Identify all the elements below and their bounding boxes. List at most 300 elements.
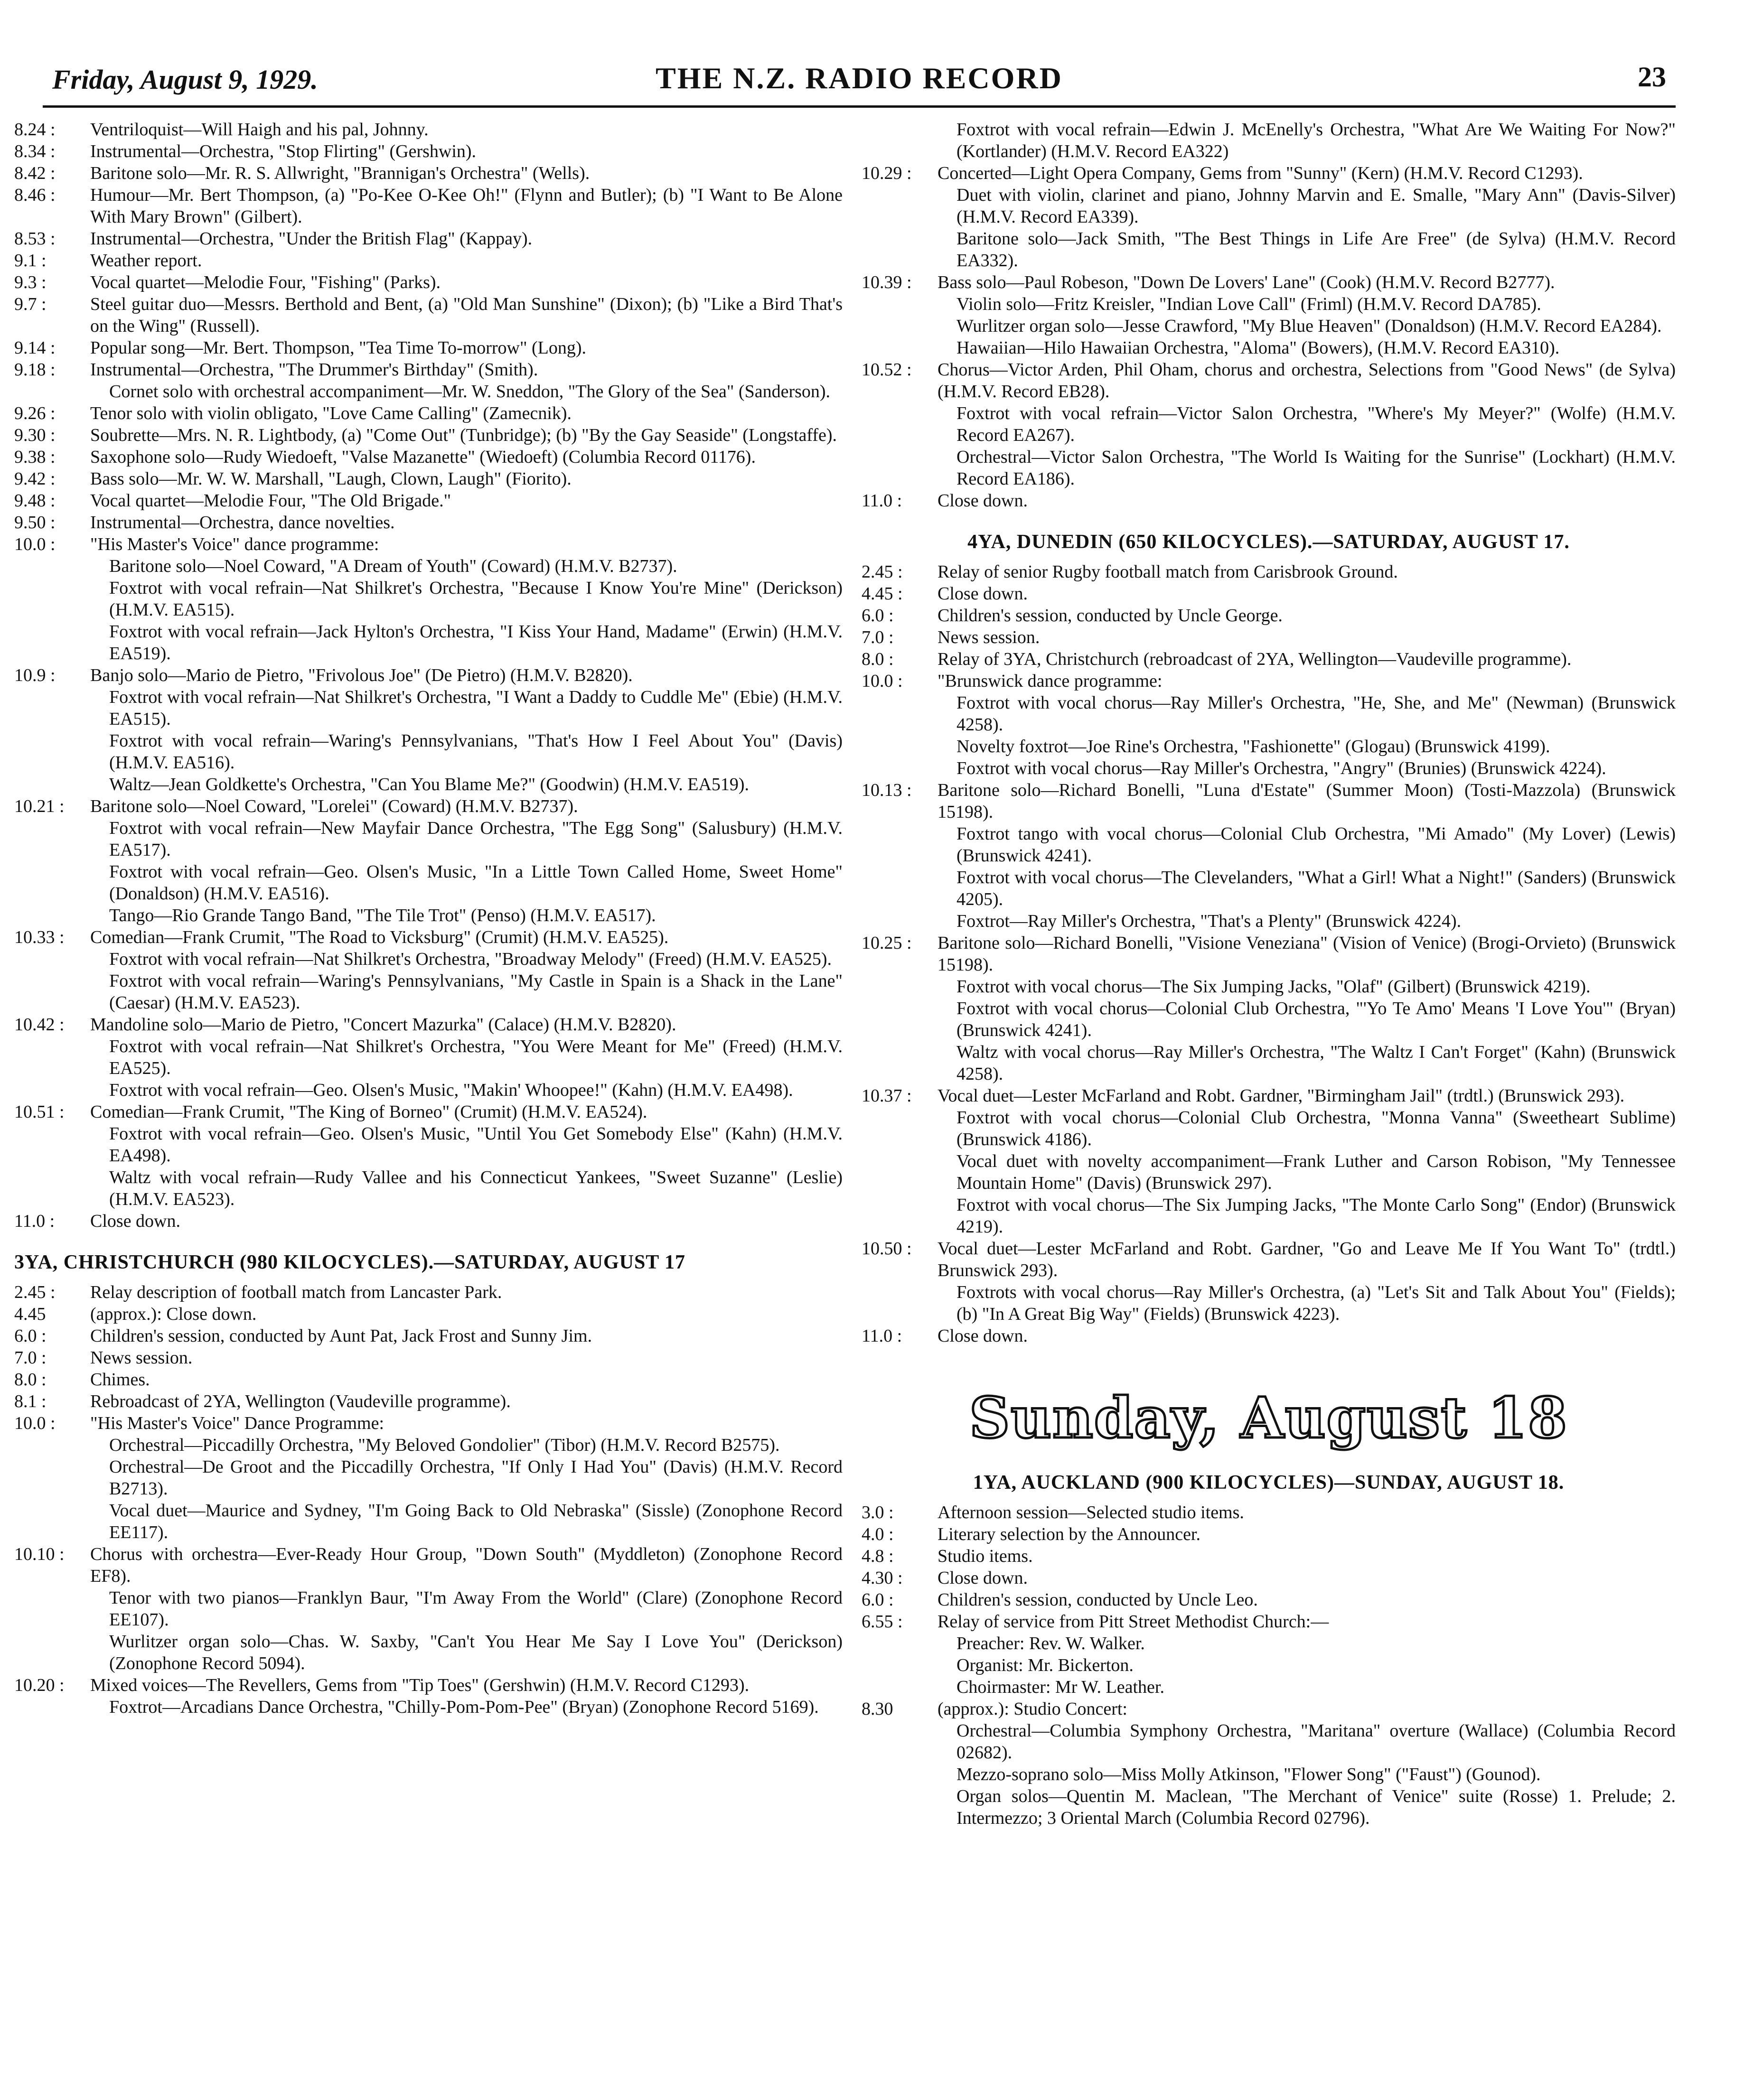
entry-description: Relay of 3YA, Christchurch (rebroadcast of 2YA, Wellington—Vaudeville programme).: [938, 649, 1572, 669]
programme-entry: [14, 119, 843, 140]
entry-description: Waltz with vocal refrain—Rudy Vallee and his Connecticut Yankees, "Sweet Suzanne" (Leslie) (H.M.V. EA523).: [109, 1167, 843, 1209]
entry-time: [14, 1456, 90, 1500]
entry-description: Novelty foxtrot—Joe Rine's Orchestra, "Fashionette" (Glogau) (Brunswick 4199).: [956, 737, 1550, 756]
programme-entry: [862, 1545, 1676, 1567]
programme-entry: [862, 1194, 1676, 1238]
entry-description: Mixed voices—The Revellers, Gems from "Tip Toes" (Gershwin) (H.M.V. Record C1293).: [90, 1675, 750, 1695]
entry-time: 10.51 :: [14, 1102, 65, 1122]
entry-time: 6.0 :: [862, 606, 894, 625]
programme-entry: [862, 932, 1676, 976]
entry-description: Foxtrot with vocal chorus—The Clevelanders, "What a Girl! What a Night!" (Sanders) (Brunswick 4205).: [956, 868, 1676, 909]
programme-entry: [862, 1611, 1676, 1633]
programme-entry: [14, 512, 843, 533]
entry-time: 4.30 :: [862, 1568, 903, 1588]
programme-entry: [862, 692, 1676, 736]
entry-time: [862, 823, 938, 867]
entry-description: Relay of senior Rugby football match from Carisbrook Ground.: [938, 562, 1398, 582]
entry-time: 10.33 :: [14, 927, 65, 947]
programme-entry: [14, 402, 843, 424]
programme-entry: [862, 1325, 1676, 1347]
entry-time: [862, 692, 938, 736]
auckland-programme: [862, 1502, 1676, 1829]
programme-entry: [862, 626, 1676, 648]
entry-time: [14, 1631, 90, 1674]
programme-entry: [862, 1764, 1676, 1785]
dunedin-heading: 4YA, DUNEDIN (650 KILOCYCLES).—SATURDAY, AUGUST 17.: [967, 531, 1570, 553]
programme-entry: [14, 381, 843, 402]
entry-time: [862, 1654, 938, 1676]
programme-entry: [862, 670, 1676, 692]
programme-entry: [14, 293, 843, 337]
programme-entry: [14, 905, 843, 926]
programme-entry: [862, 867, 1676, 910]
programme-entry: [862, 402, 1676, 446]
programme-entry: [14, 1369, 843, 1391]
programme-entry: [14, 1631, 843, 1674]
entry-description: Foxtrot with vocal chorus—The Six Jumping Jacks, "The Monte Carlo Song" (Endor) (Brunswick 4219).: [956, 1195, 1676, 1237]
entry-description: Preacher: Rev. W. Walker.: [956, 1633, 1145, 1653]
entry-description: Organist: Mr. Bickerton.: [956, 1655, 1134, 1675]
entry-time: 6.55 :: [862, 1612, 903, 1632]
entry-description: Relay description of football match from Lancaster Park.: [90, 1282, 502, 1302]
programme-entry: [862, 1633, 1676, 1654]
entry-description: Foxtrot with vocal refrain—Waring's Pennsylvanians, "My Castle in Spain is a Shack in the Lane" (Caesar) (H.M.V. EA523).: [109, 971, 843, 1013]
entry-description: Foxtrot with vocal refrain—New Mayfair Dance Orchestra, "The Egg Song" (Salusbury) (H.M.V. EA517).: [109, 818, 843, 860]
programme-entry: [14, 1079, 843, 1101]
entry-time: [14, 1500, 90, 1543]
entry-description: Close down.: [938, 584, 1028, 604]
programme-entry: [14, 1543, 843, 1587]
entry-time: 10.13 :: [862, 780, 912, 800]
entry-description: Foxtrot with vocal refrain—Nat Shilkret's Orchestra, "Because I Know You're Mine" (Derickson) (H.M.V. EA515).: [109, 578, 843, 620]
programme-entry: [14, 1303, 843, 1325]
entry-description: Vocal duet with novelty accompaniment—Frank Luther and Carson Robison, "My Tennessee Mountain Home" (Davis) (Brunswick 297).: [956, 1151, 1676, 1193]
christchurch-heading: 3YA, CHRISTCHURCH (980 KILOCYCLES).—SATURDAY, AUGUST 17: [14, 1251, 686, 1273]
entry-time: 9.1 :: [14, 251, 47, 271]
programme-entry: [862, 228, 1676, 271]
entry-description: Ventriloquist—Will Haigh and his pal, Johnny.: [90, 120, 429, 140]
programme-entry: [862, 1676, 1676, 1698]
programme-entry: [14, 250, 843, 271]
entry-time: 8.24 :: [14, 120, 56, 140]
entry-description: Vocal duet—Lester McFarland and Robt. Gardner, "Go and Leave Me If You Want To" (trdtl.) Brunswick 293).: [938, 1239, 1676, 1280]
entry-description: Foxtrot tango with vocal chorus—Colonial Club Orchestra, "Mi Amado" (My Lover) (Lewis) (Brunswick 4241).: [956, 824, 1676, 866]
entry-description: Chorus with orchestra—Ever-Ready Hour Group, "Down South" (Myddleton) (Zonophone Record EF8).: [90, 1544, 843, 1586]
entry-description: Instrumental—Orchestra, dance novelties.: [90, 513, 395, 532]
programme-entry: [862, 1150, 1676, 1194]
entry-description: Choirmaster: Mr W. Leather.: [956, 1677, 1164, 1697]
entry-time: [14, 555, 90, 577]
entry-time: 10.21 :: [14, 796, 65, 816]
programme-entry: [14, 1696, 843, 1718]
entry-time: [14, 1123, 90, 1167]
entry-time: 10.0 :: [862, 671, 903, 691]
programme-entry: [14, 621, 843, 664]
entry-time: 10.50 :: [862, 1239, 912, 1259]
entry-time: 2.45 :: [862, 562, 903, 582]
programme-entry: [862, 184, 1676, 228]
programme-entry: [862, 823, 1676, 867]
programme-entry: [14, 861, 843, 905]
entry-description: (approx.): Studio Concert:: [938, 1699, 1127, 1719]
entry-description: Cornet solo with orchestral accompaniment—Mr. W. Sneddon, "The Glory of the Sea" (Sanderson).: [109, 382, 831, 401]
entry-description: Foxtrot—Ray Miller's Orchestra, "That's a Plenty" (Brunswick 4224).: [956, 911, 1462, 931]
entry-description: Vocal duet—Maurice and Sydney, "I'm Going Back to Old Nebraska" (Sissle) (Zonophone Record EE117).: [109, 1501, 843, 1542]
programme-entry: [862, 779, 1676, 823]
entry-time: 9.42 :: [14, 469, 56, 489]
programme-entry: [14, 1587, 843, 1631]
entry-description: Studio items.: [938, 1546, 1033, 1566]
programme-entry: [14, 1210, 843, 1232]
entry-time: 10.37 :: [862, 1086, 912, 1106]
programme-entry: [862, 1698, 1676, 1720]
entry-description: Foxtrot with vocal refrain—Geo. Olsen's Music, "Until You Get Somebody Else" (Kahn) (H.M.V. EA498).: [109, 1124, 843, 1166]
entry-description: Hawaiian—Hilo Hawaiian Orchestra, "Aloma" (Bowers), (H.M.V. Record EA310).: [956, 338, 1560, 358]
entry-time: [862, 1107, 938, 1150]
entry-description: Close down.: [938, 491, 1028, 511]
entry-time: 11.0 :: [14, 1211, 55, 1231]
entry-description: Tenor solo with violin obligato, "Love Came Calling" (Zamecnik).: [90, 403, 572, 423]
programme-entry: [14, 817, 843, 861]
entry-time: [14, 730, 90, 774]
programme-entry: [862, 1502, 1676, 1523]
programme-entry: [14, 271, 843, 293]
entry-description: Literary selection by the Announcer.: [938, 1524, 1200, 1544]
entry-time: 10.0 :: [14, 534, 56, 554]
entry-description: Foxtrot with vocal chorus—Ray Miller's Orchestra, "He, She, and Me" (Newman) (Brunswick 4258).: [956, 693, 1676, 735]
entry-description: Banjo solo—Mario de Pietro, "Frivolous Joe" (De Pietro) (H.M.V. B2820).: [90, 665, 633, 685]
programme-entry: [14, 970, 843, 1014]
programme-entry: [862, 446, 1676, 490]
entry-description: Foxtrot—Arcadians Dance Orchestra, "Chilly-Pom-Pom-Pee" (Bryan) (Zonophone Record 5169).: [109, 1697, 819, 1717]
entry-time: [862, 998, 938, 1041]
entry-time: 9.14 :: [14, 338, 56, 358]
entry-time: [862, 910, 938, 932]
entry-description: Orchestral—Piccadilly Orchestra, "My Beloved Gondolier" (Tibor) (H.M.V. Record B2575).: [109, 1435, 780, 1455]
entry-description: Foxtrot with vocal refrain—Waring's Pennsylvanians, "That's How I Feel About You" (Davis) (H.M.V. EA516).: [109, 731, 843, 773]
dunedin-programme: [862, 561, 1676, 1347]
programme-entry: [862, 1107, 1676, 1150]
entry-description: Foxtrot with vocal chorus—The Six Jumping Jacks, "Olaf" (Gilbert) (Brunswick 4219).: [956, 977, 1591, 997]
christchurch-programme: [14, 1281, 843, 1718]
issue-date: Friday, August 9, 1929.: [52, 64, 318, 95]
christchurch-programme-continued: [862, 119, 1676, 512]
entry-description: Instrumental—Orchestra, "Under the British Flag" (Kappay).: [90, 229, 533, 249]
programme-entry: [14, 1412, 843, 1434]
entry-description: Children's session, conducted by Aunt Pat, Jack Frost and Sunny Jim.: [90, 1326, 592, 1346]
sunday-banner: Sunday, August 18: [969, 1385, 1568, 1451]
entry-time: 8.34 :: [14, 141, 56, 161]
programme-entry: [862, 976, 1676, 998]
entry-time: 4.45 :: [862, 584, 903, 604]
entry-description: Children's session, conducted by Uncle George.: [938, 606, 1283, 625]
entry-description: Soubrette—Mrs. N. R. Lightbody, (a) "Come Out" (Tunbridge); (b) "By the Gay Seaside" (Longstaffe).: [90, 425, 837, 445]
entry-time: 9.26 :: [14, 403, 56, 423]
entry-time: [14, 1036, 90, 1079]
entry-time: [862, 976, 938, 998]
entry-time: 10.39 :: [862, 272, 912, 292]
entry-time: [862, 228, 938, 271]
entry-description: Foxtrot with vocal chorus—Colonial Club Orchestra, "Monna Vanna" (Sweetheart Sublime) (Brunswick 4186).: [956, 1108, 1676, 1149]
programme-entry: [862, 271, 1676, 293]
programme-entry: [862, 1523, 1676, 1545]
entry-description: Vocal quartet—Melodie Four, "Fishing" (Parks).: [90, 272, 441, 292]
entry-description: Bass solo—Mr. W. W. Marshall, "Laugh, Clown, Laugh" (Fiorito).: [90, 469, 572, 489]
entry-time: 8.0 :: [14, 1370, 47, 1390]
entry-time: 8.42 :: [14, 163, 56, 183]
entry-time: 4.0 :: [862, 1524, 894, 1544]
entry-time: [14, 1587, 90, 1631]
entry-description: Baritone solo—Richard Bonelli, "Luna d'Estate" (Summer Moon) (Tosti-Mazzola) (Brunswick 15198).: [938, 780, 1676, 822]
programme-entry: [862, 490, 1676, 512]
entry-description: Steel guitar duo—Messrs. Berthold and Bent, (a) "Old Man Sunshine" (Dixon); (b) "Like a Bird That's on the Wing" (Russell).: [90, 294, 843, 336]
entry-time: [862, 1041, 938, 1085]
entry-time: 9.38 :: [14, 447, 56, 467]
programme-entry: [14, 1674, 843, 1696]
entry-description: Waltz with vocal chorus—Ray Miller's Orchestra, "The Waltz I Can't Forget" (Kahn) (Brunswick 4258).: [956, 1042, 1676, 1084]
entry-time: [862, 736, 938, 757]
entry-time: [862, 402, 938, 446]
entry-description: Foxtrot with vocal refrain—Nat Shilkret's Orchestra, "You Were Meant for Me" (Freed) (H.M.V. EA525).: [109, 1036, 843, 1078]
entry-time: 9.7 :: [14, 294, 47, 314]
programme-entry: [14, 424, 843, 446]
programme-entry: [14, 1456, 843, 1500]
programme-entry: [862, 998, 1676, 1041]
entry-time: [14, 621, 90, 664]
programme-entry: [862, 605, 1676, 626]
entry-time: 7.0 :: [862, 627, 894, 647]
programme-entry: [862, 1589, 1676, 1611]
entry-description: Tenor with two pianos—Franklyn Baur, "I'm Away From the World" (Clare) (Zonophone Record EE107).: [109, 1588, 843, 1630]
entry-time: 10.42 :: [14, 1015, 65, 1035]
wellington-programme-continued: [14, 119, 843, 1232]
entry-description: Wurlitzer organ solo—Jesse Crawford, "My Blue Heaven" (Donaldson) (H.M.V. Record EA284).: [956, 316, 1662, 336]
entry-time: 9.18 :: [14, 360, 56, 380]
entry-time: [862, 446, 938, 490]
entry-time: [862, 1281, 938, 1325]
programme-entry: [14, 1434, 843, 1456]
entry-time: [862, 1633, 938, 1654]
programme-entry: [862, 648, 1676, 670]
auckland-heading: 1YA, AUCKLAND (900 KILOCYCLES)—SUNDAY, AUGUST 18.: [973, 1472, 1565, 1493]
programme-entry: [862, 162, 1676, 184]
entry-description: Wurlitzer organ solo—Chas. W. Saxby, "Can't You Hear Me Say I Love You" (Derickson) (Zonophone Record 5094).: [109, 1632, 843, 1673]
entry-time: 10.0 :: [14, 1413, 56, 1433]
entry-description: Foxtrot with vocal refrain—Edwin J. McEnelly's Orchestra, "What Are We Waiting For Now?" (Kortlander) (H.M.V. Record EA322): [956, 120, 1676, 161]
programme-entry: [862, 561, 1676, 583]
entry-description: Instrumental—Orchestra, "Stop Flirting" (Gershwin).: [90, 141, 477, 161]
entry-time: [862, 1194, 938, 1238]
entry-time: 9.48 :: [14, 491, 56, 511]
entry-time: 10.20 :: [14, 1675, 65, 1695]
entry-description: Concerted—Light Opera Company, Gems from "Sunny" (Kern) (H.M.V. Record C1293).: [938, 163, 1583, 183]
masthead-rule: [43, 105, 1676, 108]
entry-time: [862, 867, 938, 910]
entry-description: Mezzo-soprano solo—Miss Molly Atkinson, "Flower Song" ("Faust") (Gounod).: [956, 1764, 1541, 1784]
entry-time: [14, 905, 90, 926]
programme-entry: [14, 1500, 843, 1543]
entry-description: Duet with violin, clarinet and piano, Johnny Marvin and E. Smalle, "Mary Ann" (Davis-Silver) (H.M.V. Record EA339).: [956, 185, 1676, 227]
entry-description: Foxtrot with vocal refrain—Geo. Olsen's Music, "In a Little Town Called Home, Sweet Home" (Donaldson) (H.M.V. EA516).: [109, 862, 843, 904]
entry-description: Foxtrot with vocal chorus—Colonial Club Orchestra, "'Yo Te Amo' Means 'I Love You'" (Bryan) (Brunswick 4241).: [956, 999, 1676, 1040]
programme-entry: [14, 686, 843, 730]
entry-time: [14, 381, 90, 402]
entry-description: Chorus—Victor Arden, Phil Oham, chorus and orchestra, Selections from "Good News" (de Sylva) (H.M.V. Record EB28).: [938, 360, 1676, 401]
entry-time: 11.0 :: [862, 491, 902, 511]
programme-entry: [862, 736, 1676, 757]
entry-time: [862, 1785, 938, 1829]
programme-entry: [862, 1281, 1676, 1325]
page-number: 23: [1638, 61, 1666, 93]
entry-description: Baritone solo—Richard Bonelli, "Visione Veneziana" (Vision of Venice) (Brogi-Orvieto) (Brunswick 15198).: [938, 933, 1676, 975]
entry-description: Foxtrot with vocal chorus—Ray Miller's Orchestra, "Angry" (Brunies) (Brunswick 4224).: [956, 758, 1606, 778]
programme-entry: [14, 1123, 843, 1167]
entry-description: Foxtrot with vocal refrain—Nat Shilkret's Orchestra, "I Want a Daddy to Cuddle Me" (Ebie) (H.M.V. EA515).: [109, 687, 843, 729]
entry-time: 9.50 :: [14, 513, 56, 532]
programme-entry: [862, 757, 1676, 779]
entry-time: [862, 315, 938, 337]
programme-entry: [14, 577, 843, 621]
entry-time: [862, 293, 938, 315]
programme-entry: [862, 1085, 1676, 1107]
entry-description: Close down.: [938, 1568, 1028, 1588]
entry-description: "His Master's Voice" Dance Programme:: [90, 1413, 384, 1433]
programme-entry: [862, 1238, 1676, 1281]
programme-entry: [14, 1101, 843, 1123]
programme-entry: [14, 184, 843, 228]
entry-description: Mandoline solo—Mario de Pietro, "Concert Mazurka" (Calace) (H.M.V. B2820).: [90, 1015, 676, 1035]
entry-time: [862, 1150, 938, 1194]
programme-entry: [14, 228, 843, 250]
entry-time: [862, 337, 938, 359]
entry-time: 8.53 :: [14, 229, 56, 249]
entry-time: [14, 817, 90, 861]
entry-description: Baritone solo—Noel Coward, "Lorelei" (Coward) (H.M.V. B2737).: [90, 796, 578, 816]
programme-entry: [14, 730, 843, 774]
entry-description: Saxophone solo—Rudy Wiedoeft, "Valse Mazanette" (Wiedoeft) (Columbia Record 01176).: [90, 447, 756, 467]
entry-time: [862, 119, 938, 162]
entry-time: 8.1 :: [14, 1391, 47, 1411]
entry-description: News session.: [90, 1348, 193, 1368]
entry-description: Relay of service from Pitt Street Methodist Church:—: [938, 1612, 1329, 1632]
programme-entry: [14, 359, 843, 381]
entry-description: Vocal duet—Lester McFarland and Robt. Gardner, "Birmingham Jail" (trdtl.) (Brunswick 293).: [938, 1086, 1625, 1106]
entry-description: Foxtrot with vocal refrain—Victor Salon Orchestra, "Where's My Meyer?" (Wolfe) (H.M.V. Record EA267).: [956, 403, 1676, 445]
programme-entry: [14, 337, 843, 359]
programme-entry: [14, 1014, 843, 1036]
entry-time: [14, 948, 90, 970]
programme-entry: [862, 910, 1676, 932]
entry-description: Comedian—Frank Crumit, "The Road to Vicksburg" (Crumit) (H.M.V. EA525).: [90, 927, 669, 947]
programme-entry: [14, 1325, 843, 1347]
entry-description: News session.: [938, 627, 1040, 647]
entry-time: [14, 1696, 90, 1718]
programme-entry: [14, 1391, 843, 1412]
entry-description: Waltz—Jean Goldkette's Orchestra, "Can You Blame Me?" (Goodwin) (H.M.V. EA519).: [109, 775, 750, 794]
entry-time: [14, 686, 90, 730]
programme-entry: [14, 162, 843, 184]
entry-description: Baritone solo—Jack Smith, "The Best Things in Life Are Free" (de Sylva) (H.M.V. Record EA332).: [956, 229, 1676, 271]
entry-description: Baritone solo—Mr. R. S. Allwright, "Brannigan's Orchestra" (Wells).: [90, 163, 590, 183]
entry-description: Foxtrot with vocal refrain—Nat Shilkret's Orchestra, "Broadway Melody" (Freed) (H.M.V. EA525).: [109, 949, 832, 969]
publication-title: THE N.Z. RADIO RECORD: [656, 61, 1063, 95]
masthead: [43, 56, 1676, 108]
entry-time: 9.30 :: [14, 425, 56, 445]
entry-description: Afternoon session—Selected studio items.: [938, 1503, 1244, 1522]
entry-time: [14, 774, 90, 795]
programme-entry: [14, 948, 843, 970]
entry-time: 8.30: [862, 1699, 893, 1719]
entry-time: 10.52 :: [862, 360, 912, 380]
entry-description: Close down.: [90, 1211, 180, 1231]
entry-time: [862, 1720, 938, 1764]
programme-entry: [14, 1036, 843, 1079]
entry-description: "Brunswick dance programme:: [938, 671, 1163, 691]
entry-time: [14, 1079, 90, 1101]
left-column: [14, 119, 843, 1718]
entry-description: Violin solo—Fritz Kreisler, "Indian Love Call" (Friml) (H.M.V. Record DA785).: [956, 294, 1541, 314]
entry-description: Bass solo—Paul Robeson, "Down De Lovers' Lane" (Cook) (H.M.V. Record B2777).: [938, 272, 1555, 292]
entry-description: Orchestral—De Groot and the Piccadilly Orchestra, "If Only I Had You" (Davis) (H.M.V. Record B2713).: [109, 1457, 843, 1499]
programme-entry: [14, 533, 843, 555]
programme-entry: [14, 1347, 843, 1369]
programme-entry: [862, 1567, 1676, 1589]
entry-time: [14, 970, 90, 1014]
entry-time: [862, 1676, 938, 1698]
entry-description: Rebroadcast of 2YA, Wellington (Vaudeville programme).: [90, 1391, 511, 1411]
programme-entry: [862, 1720, 1676, 1764]
programme-entry: [862, 1041, 1676, 1085]
entry-time: 6.0 :: [14, 1326, 47, 1346]
right-column: [862, 119, 1676, 1829]
entry-time: 2.45 :: [14, 1282, 56, 1302]
programme-entry: [14, 664, 843, 686]
entry-description: Humour—Mr. Bert Thompson, (a) "Po-Kee O-Kee Oh!" (Flynn and Butler); (b) "I Want to Be Alone With Mary Brown" (Gilbert).: [90, 185, 843, 227]
entry-description: Weather report.: [90, 251, 202, 271]
entry-description: Foxtrot with vocal refrain—Geo. Olsen's Music, "Makin' Whoopee!" (Kahn) (H.M.V. EA498).: [109, 1080, 793, 1100]
entry-time: 11.0 :: [862, 1326, 902, 1346]
programme-entry: [862, 359, 1676, 402]
entry-time: [14, 577, 90, 621]
entry-time: [862, 757, 938, 779]
entry-time: [862, 1764, 938, 1785]
entry-time: 9.3 :: [14, 272, 47, 292]
entry-description: (approx.): Close down.: [90, 1304, 257, 1324]
entry-description: "His Master's Voice" dance programme:: [90, 534, 379, 554]
entry-description: Popular song—Mr. Bert. Thompson, "Tea Time To-morrow" (Long).: [90, 338, 586, 358]
entry-description: Vocal quartet—Melodie Four, "The Old Brigade.": [90, 491, 451, 511]
programme-entry: [14, 1167, 843, 1210]
entry-time: 10.9 :: [14, 665, 56, 685]
programme-entry: [862, 337, 1676, 359]
programme-entry: [14, 1281, 843, 1303]
entry-description: Instrumental—Orchestra, "The Drummer's Birthday" (Smith).: [90, 360, 538, 380]
entry-description: Children's session, conducted by Uncle Leo.: [938, 1590, 1258, 1610]
entry-description: Tango—Rio Grande Tango Band, "The Tile Trot" (Penso) (H.M.V. EA517).: [109, 905, 656, 925]
entry-description: Foxtrot with vocal refrain—Jack Hylton's Orchestra, "I Kiss Your Hand, Madame" (Erwin) (H.M.V. EA519).: [109, 622, 843, 663]
entry-time: 7.0 :: [14, 1348, 47, 1368]
programme-entry: [862, 1654, 1676, 1676]
programme-entry: [14, 140, 843, 162]
entry-description: Chimes.: [90, 1370, 150, 1390]
programme-entry: [14, 446, 843, 468]
entry-description: Baritone solo—Noel Coward, "A Dream of Youth" (Coward) (H.M.V. B2737).: [109, 556, 677, 576]
programme-entry: [14, 774, 843, 795]
programme-entry: [862, 119, 1676, 162]
programme-entry: [862, 583, 1676, 605]
entry-time: 8.0 :: [862, 649, 894, 669]
programme-entry: [14, 926, 843, 948]
